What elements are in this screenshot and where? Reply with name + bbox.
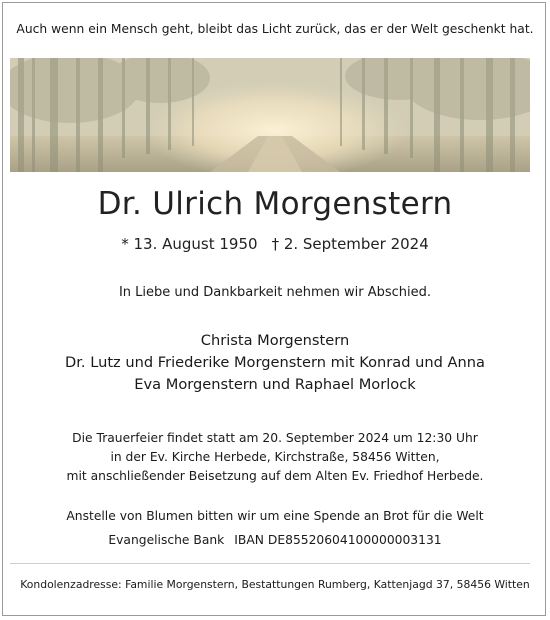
birth-date: * 13. August 1950 xyxy=(121,235,258,253)
family-line: Christa Morgenstern xyxy=(200,332,350,349)
service-details xyxy=(0,429,550,486)
service-line: mit anschließender Beisetzung auf dem Alten Ev. Friedhof Herbede. xyxy=(66,469,484,483)
iban: IBAN DE85520604100000003131 xyxy=(234,533,442,547)
memorial-quote: Auch wenn ein Mensch geht, bleibt das Licht zurück, das er der Welt geschenkt hat. xyxy=(16,22,534,36)
condolence-address: Kondolenzadresse: Familie Morgenstern, Bestattungen Rumberg, Kattenjagd 37, 58456 Witten xyxy=(20,578,530,591)
farewell-text: In Liebe und Dankbarkeit nehmen wir Abschied. xyxy=(118,285,432,300)
death-date: † 2. September 2024 xyxy=(271,235,429,253)
service-line: Die Trauerfeier findet statt am 20. September 2024 um 12:30 Uhr xyxy=(72,431,478,445)
family-line: Dr. Lutz und Friederike Morgenstern mit Konrad und Anna xyxy=(65,354,485,371)
divider xyxy=(10,563,530,564)
family-line: Eva Morgenstern und Raphael Morlock xyxy=(134,376,416,393)
deceased-name: Dr. Ulrich Morgenstern xyxy=(97,186,453,222)
service-line: in der Ev. Kirche Herbede, Kirchstraße, 58456 Witten, xyxy=(110,450,440,464)
bank-name: Evangelische Bank xyxy=(108,533,225,547)
family-names xyxy=(0,330,550,396)
forest-path-image xyxy=(10,58,530,172)
life-dates xyxy=(0,235,550,253)
bank-details xyxy=(0,533,550,547)
donation-request: Anstelle von Blumen bitten wir um eine Spende an Brot für die Welt xyxy=(66,509,484,523)
